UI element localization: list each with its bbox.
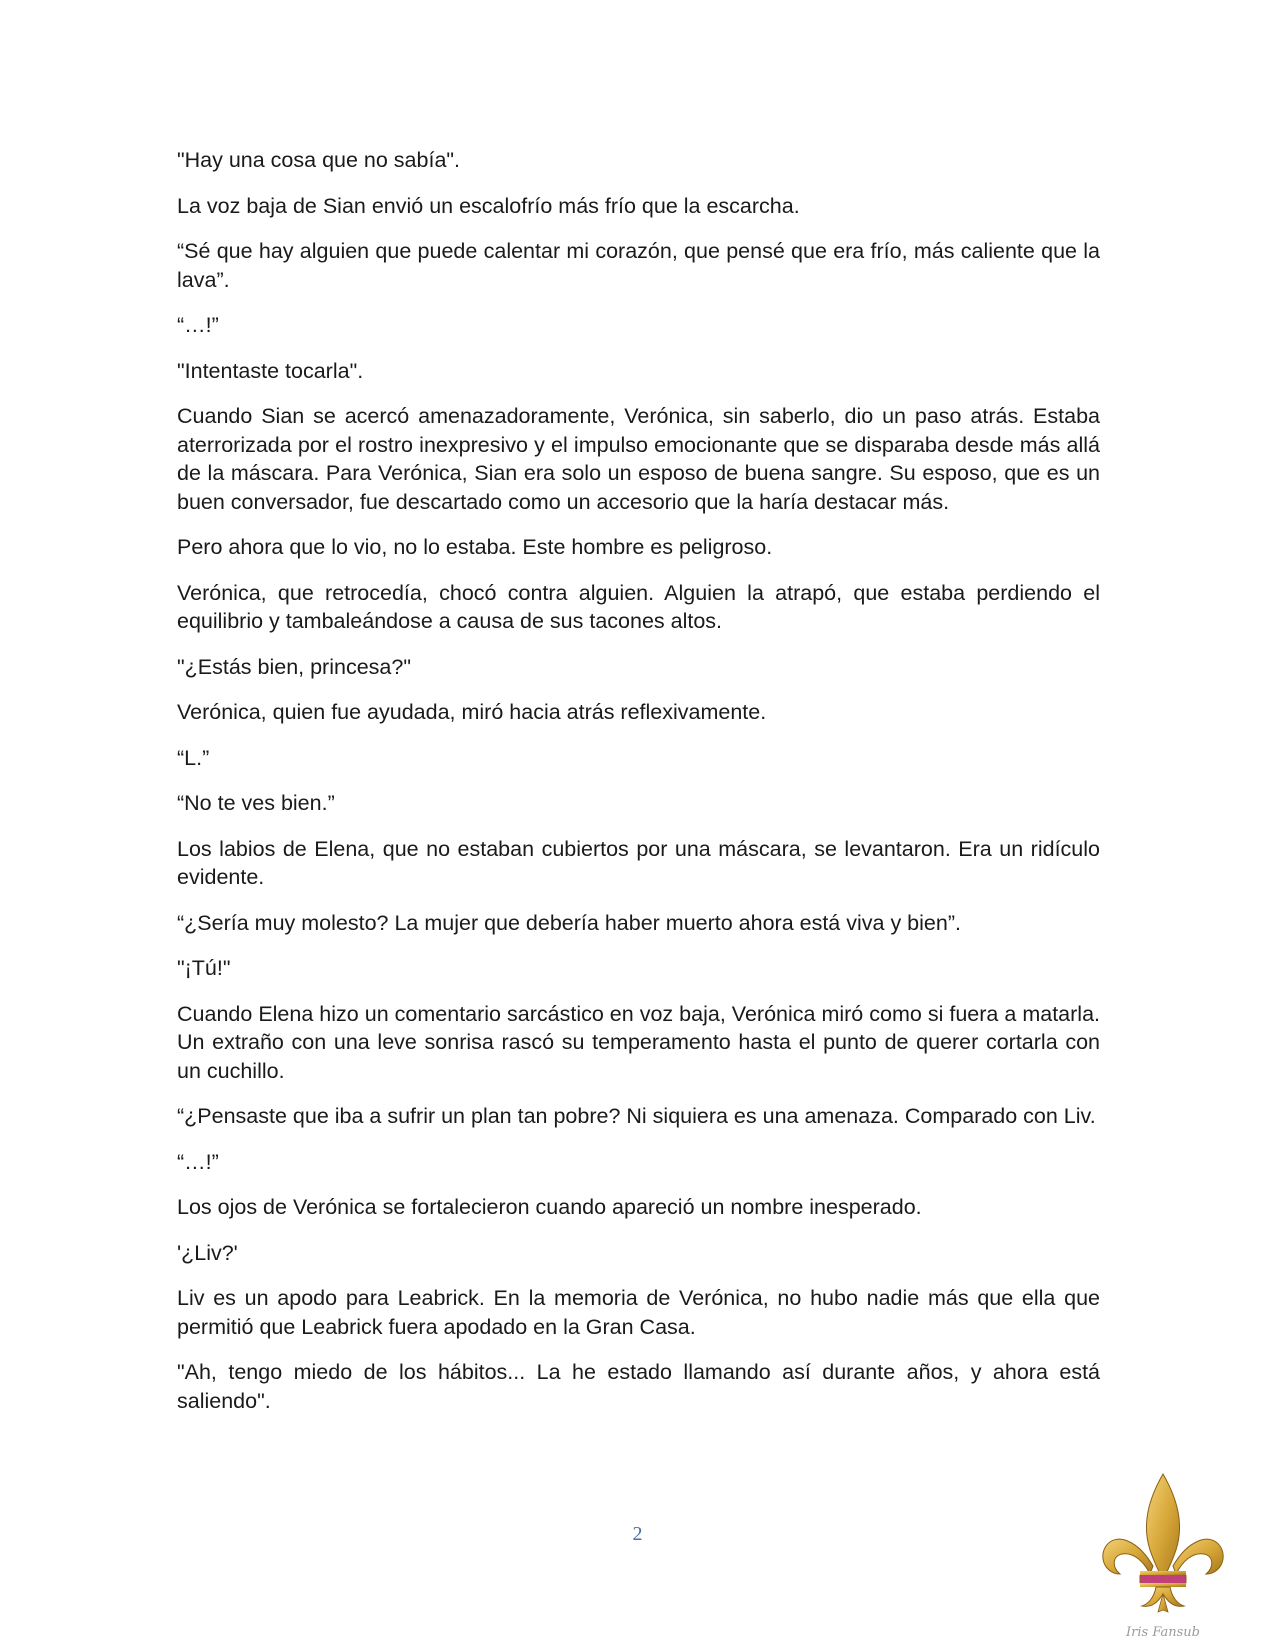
paragraph: Liv es un apodo para Leabrick. En la memoria de Verónica, no hubo nadie más que ella que permitió que Leabrick fuera apodado en la Gran Casa.	[177, 1286, 1100, 1339]
paragraph: Verónica, quien fue ayudada, miró hacia atrás reflexivamente.	[177, 700, 767, 724]
paragraph: '¿Liv?'	[177, 1240, 238, 1265]
logo-signature: Iris Fansub	[1126, 1625, 1200, 1640]
paragraph: “…!”	[177, 1149, 219, 1174]
fleur-de-lis-icon	[1098, 1470, 1228, 1645]
fleur-de-lis-logo	[1098, 1470, 1228, 1645]
paragraph: “Sé que hay alguien que puede calentar mi corazón, que pensé que era frío, más caliente que la lava”.	[177, 239, 1100, 292]
paragraph: "Ah, tengo miedo de los hábitos... La he estado llamando así durante años, y ahora está saliendo".	[177, 1360, 1100, 1413]
paragraph: Verónica, que retrocedía, chocó contra alguien. Alguien la atrapó, que estaba perdiendo el equilibrio y tambaleándose a causa de sus tacones altos.	[177, 580, 1100, 633]
paragraph: “…!”	[177, 313, 219, 337]
paragraph: Los labios de Elena, que no estaban cubiertos por una máscara, se levantaron. Era un ridículo evidente.	[177, 836, 1100, 889]
paragraph: “No te ves bien.”	[177, 791, 335, 815]
paragraph: Cuando Elena hizo un comentario sarcástico en voz baja, Verónica miró como si fuera a matarla. Un extraño con una leve sonrisa rascó su temperamento hasta el punto de querer cortarla con un cuchillo.	[177, 1001, 1100, 1083]
page-number: 2	[632, 1523, 643, 1545]
paragraph: La voz baja de Sian envió un escalofrío más frío que la escarcha.	[177, 193, 800, 218]
paragraph: “L.”	[177, 745, 210, 770]
paragraph: "Hay una cosa que no sabía".	[177, 148, 461, 172]
paragraph: "¡Tú!"	[177, 956, 231, 980]
paragraph: “¿Sería muy molesto? La mujer que debería haber muerto ahora está viva y bien”.	[177, 910, 961, 935]
paragraph: Los ojos de Verónica se fortalecieron cuando apareció un nombre inesperado.	[177, 1195, 922, 1219]
paragraph: “¿Pensaste que iba a sufrir un plan tan pobre? Ni siquiera es una amenaza. Comparado con Liv.	[177, 1104, 1096, 1128]
paragraph: Cuando Sian se acercó amenazadoramente, Verónica, sin saberlo, dio un paso atrás. Estaba aterrorizada por el rostro inexpresivo y el impulso emocionante que se disparaba desde más allá de la máscara. Para Verónica, Sian era solo un esposo de buena sangre. Su esposo, que es un buen conversador, fue descartado como un accesorio que la haría destacar más.	[177, 404, 1100, 514]
paragraph: Pero ahora que lo vio, no lo estaba. Este hombre es peligroso.	[177, 535, 773, 559]
page-content	[177, 146, 1100, 1432]
paragraph: "Intentaste tocarla".	[177, 358, 364, 383]
paragraph: "¿Estás bien, princesa?"	[177, 654, 411, 679]
